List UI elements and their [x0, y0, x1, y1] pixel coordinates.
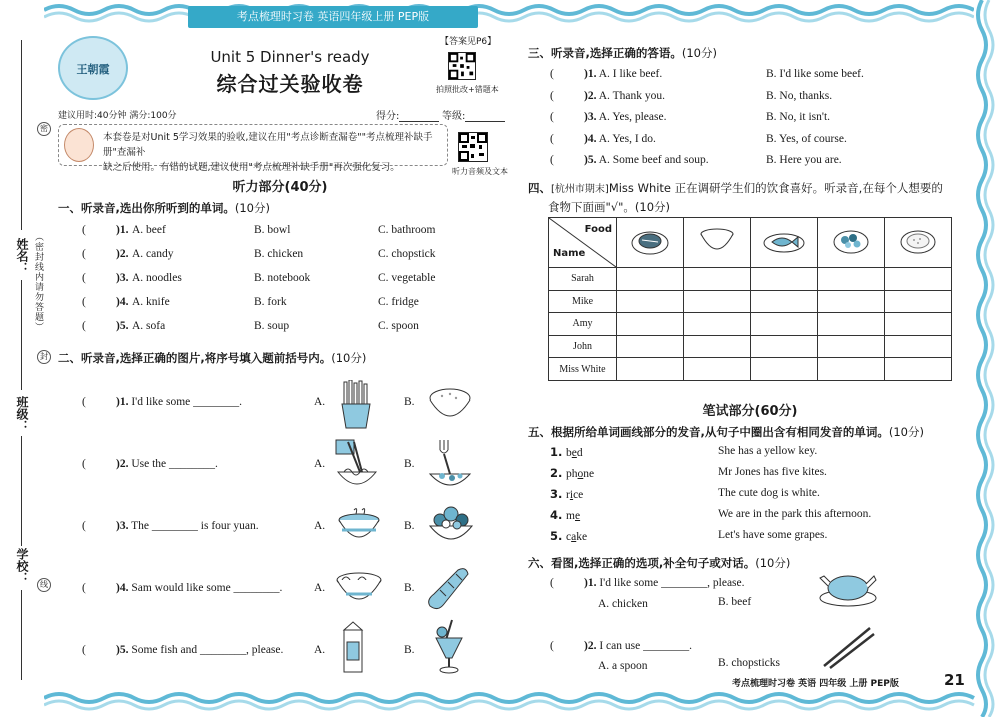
french-fries-icon[interactable]: [334, 380, 378, 430]
binding-line: [21, 280, 22, 390]
roast-chicken-icon: [818, 566, 878, 608]
answer-cell[interactable]: [684, 313, 751, 336]
answer-cell[interactable]: [885, 313, 952, 336]
option-c[interactable]: C. spoon: [378, 320, 419, 332]
option-b[interactable]: B.: [404, 458, 415, 470]
header-food: Food: [584, 224, 612, 235]
answer-cell[interactable]: [751, 268, 818, 291]
audio-qr-code-icon[interactable]: [458, 132, 488, 162]
chopsticks-noodles-icon[interactable]: [334, 438, 380, 492]
option-c[interactable]: C. vegetable: [378, 272, 436, 284]
milk-carton-icon[interactable]: [340, 620, 366, 674]
section-1-title: 一、听录音,选出你所听到的单词。(10分): [58, 201, 270, 215]
option-b[interactable]: B. chopsticks: [718, 657, 780, 669]
list-item[interactable]: ( )4. A. Yes, I do.: [550, 133, 656, 145]
list-item[interactable]: ( )1. A. I like beef.: [550, 68, 663, 80]
time-score-info: 建议用时:40分钟 满分:100分: [58, 111, 177, 121]
option-b[interactable]: B.: [404, 396, 415, 408]
answer-cell[interactable]: [818, 290, 885, 313]
rice-icon: [898, 226, 938, 256]
list-item[interactable]: ( )2. A. Thank you.: [550, 90, 665, 102]
option-a[interactable]: A. beef: [132, 224, 166, 236]
answer-cell[interactable]: [751, 313, 818, 336]
header-name: Name: [553, 248, 586, 259]
answer-cell[interactable]: [818, 335, 885, 358]
list-item[interactable]: ( )1. I'd like some ________, please.: [550, 577, 745, 589]
sentence[interactable]: She has a yellow key.: [718, 445, 818, 457]
grade-field[interactable]: [442, 107, 505, 122]
qr2-label: 听力音频及文本: [452, 167, 508, 176]
page-number: 21: [944, 671, 965, 689]
bowl-icon: [697, 226, 737, 256]
option-a[interactable]: A.: [314, 582, 326, 594]
qr-code-icon[interactable]: [448, 52, 476, 80]
score-field[interactable]: [376, 107, 439, 122]
writing-part-title: 笔试部分(60分): [702, 404, 798, 419]
answer-cell[interactable]: [885, 268, 952, 291]
list-item[interactable]: ( )4. Sam would like some ________.: [82, 582, 283, 594]
option-b[interactable]: B.: [404, 582, 415, 594]
option-a[interactable]: A.: [314, 520, 326, 532]
chopsticks-icon: [820, 624, 876, 670]
option-c[interactable]: C. chopstick: [378, 248, 436, 260]
list-item[interactable]: ( )5.: [82, 320, 129, 332]
list-item[interactable]: ( )3. The ________ is four yuan.: [82, 520, 259, 532]
option-b[interactable]: B. bowl: [254, 224, 291, 236]
section-4-title: 四、[杭州市期末]Miss White 正在调研学生们的饮食喜好。听录音,在每个人想要的: [528, 181, 943, 195]
table-row: [549, 335, 952, 358]
list-item[interactable]: ( )1.: [82, 224, 129, 236]
section-6-title: 六、看图,选择正确的选项,补全句子或对话。(10分): [528, 556, 791, 570]
answer-cell[interactable]: [885, 358, 952, 381]
bread-icon[interactable]: [424, 566, 470, 612]
option-a[interactable]: A.: [314, 396, 326, 408]
food-steak-cell: [617, 218, 684, 268]
answer-cell[interactable]: [684, 335, 751, 358]
soup-bowl-icon[interactable]: [336, 504, 382, 548]
list-item[interactable]: ( )1. I'd like some ________.: [82, 396, 243, 408]
option-a[interactable]: A. chicken: [598, 598, 648, 610]
section-4-title-cont: 食物下面画"√"。(10分): [548, 200, 671, 214]
list-item[interactable]: ( )2. I can use ________.: [550, 640, 692, 652]
option-a[interactable]: A. knife: [132, 296, 170, 308]
grade-blank[interactable]: [465, 112, 505, 122]
option-b[interactable]: B. soup: [254, 320, 290, 332]
sentence[interactable]: Mr Jones has five kites.: [718, 466, 827, 478]
header-banner: 考点梳理时习卷 英语四年级上册 PEP版: [188, 6, 478, 28]
footer-text: 考点梳理时习卷 英语 四年级 上册 PEP版: [732, 679, 899, 689]
table-header-corner: [549, 218, 617, 268]
answer-cell[interactable]: [751, 335, 818, 358]
table-row: [549, 268, 952, 291]
school-label: 学校：: [15, 548, 29, 584]
list-item: 5. cake: [550, 529, 588, 543]
option-c[interactable]: C. fridge: [378, 296, 419, 308]
answer-cell[interactable]: [684, 290, 751, 313]
binding-line: [21, 436, 22, 546]
juice-glass-icon[interactable]: [432, 618, 466, 674]
food-bowl-cell: [684, 218, 751, 268]
table-row: [549, 313, 952, 336]
student-name: Sarah: [549, 268, 617, 291]
unit-title: Unit 5 Dinner's ready: [210, 48, 370, 66]
option-a[interactable]: A. a spoon: [598, 660, 648, 672]
fish-icon: [762, 226, 806, 256]
option-b[interactable]: B. No, thanks.: [766, 90, 833, 102]
answer-cell[interactable]: [885, 290, 952, 313]
answer-cell[interactable]: [684, 268, 751, 291]
food-fish-cell: [751, 218, 818, 268]
option-a[interactable]: A.: [314, 458, 326, 470]
student-name: Miss White: [549, 358, 617, 381]
option-b[interactable]: B.: [404, 644, 415, 656]
answer-cell[interactable]: [751, 290, 818, 313]
table-row: [549, 290, 952, 313]
bottom-wave-border: [44, 690, 984, 717]
list-item[interactable]: ( )3. A. Yes, please.: [550, 111, 667, 123]
answer-cell[interactable]: [818, 358, 885, 381]
list-item: 3. rice: [550, 487, 584, 501]
list-item: 4. me: [550, 508, 581, 522]
notice-line-1: 本套卷是对Unit 5学习效果的验收,建议在用"考点诊断查漏卷""考点梳理补缺手册"查漏补: [103, 132, 433, 158]
sentence[interactable]: Let's have some grapes.: [718, 529, 828, 541]
student-name: John: [549, 335, 617, 358]
option-a[interactable]: A. candy: [132, 248, 174, 260]
grade-label: 等级:: [442, 111, 466, 122]
list-item[interactable]: ( )5. Some fish and ________, please.: [82, 644, 284, 656]
list-item[interactable]: ( )4.: [82, 296, 129, 308]
fork-salad-icon[interactable]: [426, 438, 474, 492]
list-item[interactable]: ( )3.: [82, 272, 129, 284]
list-item: 2. phone: [550, 466, 595, 480]
food-salad-cell: [818, 218, 885, 268]
food-survey-table: [548, 217, 952, 381]
answer-cell[interactable]: [617, 358, 684, 381]
seal-note: （密封线内请勿答题）: [33, 232, 43, 332]
score-blank[interactable]: [399, 112, 439, 122]
exam-title: 综合过关验收卷: [216, 72, 364, 96]
sentence[interactable]: We are in the park this afternoon.: [718, 508, 872, 520]
option-a[interactable]: A.: [314, 644, 326, 656]
food-rice-cell: [885, 218, 952, 268]
binding-line: [21, 40, 22, 230]
section-3-title: 三、听录音,选择正确的答语。(10分): [528, 46, 717, 60]
seal-char-feng: 封: [37, 350, 51, 364]
table-row: [549, 358, 952, 381]
teacher-avatar-icon: [64, 128, 94, 162]
student-name: Amy: [549, 313, 617, 336]
answer-cell[interactable]: [617, 290, 684, 313]
option-c[interactable]: C. bathroom: [378, 224, 436, 236]
option-b[interactable]: B. notebook: [254, 272, 311, 284]
right-wave-border: [968, 0, 1000, 717]
list-item[interactable]: ( )2.: [82, 248, 129, 260]
answer-cell[interactable]: [751, 358, 818, 381]
list-item[interactable]: ( )5. A. Some beef and soup.: [550, 154, 709, 166]
score-label: 得分:: [376, 111, 400, 122]
answer-cell[interactable]: [885, 335, 952, 358]
listening-part-title: 听力部分(40分): [232, 180, 328, 195]
noodles-bowl-icon[interactable]: [334, 568, 384, 608]
brand-logo-text: 王朝霞: [76, 63, 110, 76]
option-b[interactable]: B. beef: [718, 596, 752, 608]
answer-cell[interactable]: [617, 268, 684, 291]
list-item: 1. bed: [550, 445, 583, 459]
sentence[interactable]: The cute dog is white.: [718, 487, 820, 499]
option-b[interactable]: B.: [404, 520, 415, 532]
answer-cell[interactable]: [818, 313, 885, 336]
option-b[interactable]: B. chicken: [254, 248, 304, 260]
option-a[interactable]: A. sofa: [132, 320, 166, 332]
option-b[interactable]: B. I'd like some beef.: [766, 68, 864, 80]
option-b[interactable]: B. No, it isn't.: [766, 111, 831, 123]
steak-icon: [630, 226, 670, 256]
binding-line: [21, 590, 22, 680]
option-b[interactable]: B. Yes, of course.: [766, 133, 847, 145]
section-5-title: 五、根据所给单词画线部分的发音,从句子中圈出含有相同发音的单词。(10分): [528, 425, 924, 439]
top-wave-border: [44, 0, 974, 26]
answer-cell[interactable]: [818, 268, 885, 291]
list-item[interactable]: ( )2. Use the ________.: [82, 458, 218, 470]
seal-char-xian: 线: [37, 578, 51, 592]
qr1-label: 拍照批改+错题本: [436, 85, 499, 94]
option-a[interactable]: A. noodles: [132, 272, 182, 284]
salad-icon: [831, 226, 871, 256]
class-label: 班级：: [15, 396, 29, 432]
binding-margin: [0, 0, 48, 717]
section-2-title: 二、听录音,选择正确的图片,将序号填入题前括号内。(10分): [58, 351, 367, 365]
answer-reference: 【答案见P6】: [440, 37, 497, 47]
option-b[interactable]: B. Here you are.: [766, 154, 842, 166]
rice-bowl-icon[interactable]: [426, 384, 474, 424]
notice-box: [58, 124, 448, 173]
answer-cell[interactable]: [684, 358, 751, 381]
student-name: Mike: [549, 290, 617, 313]
notice-line-2: 缺之后使用。有错的试题,建议使用"考点梳理补缺手册"再次强化复习。: [103, 162, 400, 173]
seal-char-mi: 密: [37, 122, 51, 136]
option-b[interactable]: B. fork: [254, 296, 287, 308]
answer-cell[interactable]: [617, 335, 684, 358]
answer-cell[interactable]: [617, 313, 684, 336]
vegetables-icon[interactable]: [426, 500, 476, 550]
name-label: 姓名：: [15, 238, 29, 274]
